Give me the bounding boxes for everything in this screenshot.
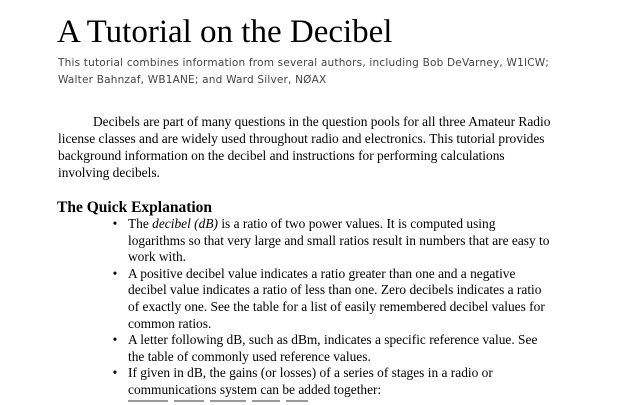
intro-line: background information on the decibel and instructions for performing calculations xyxy=(58,148,505,163)
intro-line: Decibels are part of many questions in the question pools for all three Amateur Radio xyxy=(93,114,551,129)
bullet-line: of exactly one. See the table for a list of easily remembered decibel values for xyxy=(128,298,545,314)
bullet-item-decibel-definition xyxy=(0,216,640,266)
bullet-line: common ratios. xyxy=(128,315,212,331)
bullet-line: If given in dB, the gains (or losses) of a series of stages in a radio or xyxy=(128,365,493,381)
intro-paragraph xyxy=(58,113,588,181)
bullet-line: communications system can be added together: xyxy=(128,381,382,397)
section-heading: The Quick Explanation xyxy=(57,199,213,216)
intro-line: license classes and are widely used throughout radio and electronics. This tutorial provides xyxy=(58,131,545,146)
bullet-list xyxy=(0,216,640,399)
bullet-icon: • xyxy=(112,216,118,231)
bullet-text: is a ratio of two power values. It is computed using xyxy=(217,216,496,231)
bullet-line: decibel value indicates a ratio of less than one. Zero decibels indicates a ratio xyxy=(128,282,542,298)
bullet-line: A letter following dB, such as dBm, indicates a specific reference value. See xyxy=(128,332,538,348)
bullet-item-positive-negative xyxy=(0,266,640,332)
document-title: A Tutorial on the Decibel xyxy=(57,14,393,50)
bullet-item-gains-added xyxy=(0,365,640,398)
bullet-line: the table of commonly used reference values. xyxy=(128,348,371,364)
bullet-line: A positive decibel value indicates a ratio greater than one and a negative xyxy=(128,265,516,281)
document-subtitle xyxy=(58,55,618,89)
bullet-line xyxy=(128,216,640,233)
bullet-icon: • xyxy=(112,332,118,348)
bullet-emphasis: decibel (dB) xyxy=(152,216,218,231)
bullet-line: work with. xyxy=(128,249,187,265)
bullet-line: logarithms so that very large and small ratios result in numbers that are easy to xyxy=(128,232,550,248)
bullet-item-reference-values xyxy=(0,332,640,365)
bullet-icon: • xyxy=(112,265,118,281)
bullet-icon: • xyxy=(112,365,118,381)
subtitle-line: Walter Bahnzaf, WB1ANE; and Ward Silver, NØAX xyxy=(58,74,327,86)
intro-line: involving decibels. xyxy=(58,165,160,180)
bullet-text: The xyxy=(128,216,153,231)
subtitle-line: This tutorial combines information from several authors, including Bob DeVarney, W1ICW; xyxy=(58,57,550,69)
cut-off-text-fragment xyxy=(128,400,348,405)
